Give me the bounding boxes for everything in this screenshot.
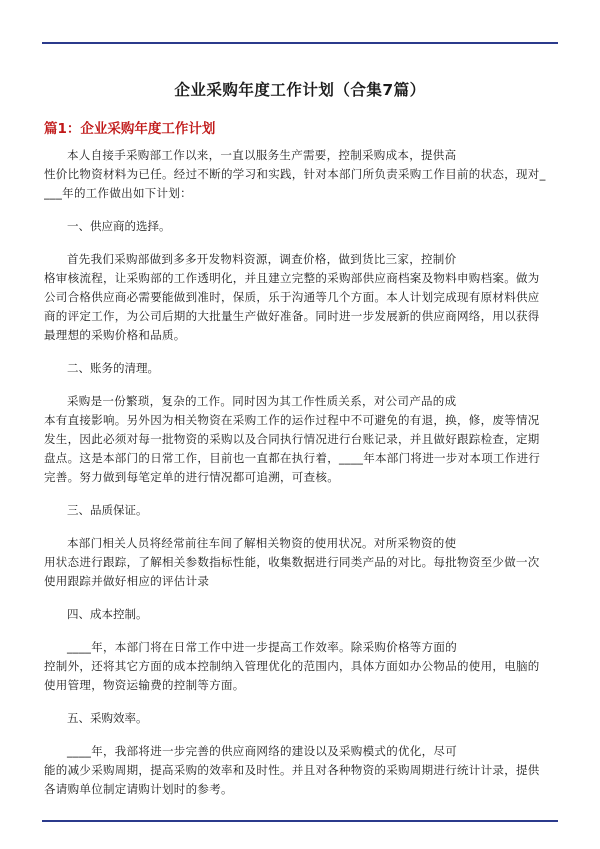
text-line: 采购是一份繁琐，复杂的工作。同时因为其工作性质关系，对公司产品的成 <box>67 394 457 408</box>
text-line: ____年，本部门将在日常工作中进一步提高工作效率。除采购价格等方面的 <box>67 640 457 654</box>
text-line: 性价比物资材料为已任。经过不断的学习和实践，针对本部门所负责采购工作目前的状态，现对_ <box>44 167 546 181</box>
page-title: 企业采购年度工作计划（合集7篇） <box>174 81 426 99</box>
section-paragraph <box>44 392 556 487</box>
text-line: 格审核流程，让采购部的工作透明化，并且建立完整的采购部供应商档案及物料申购档案。做为 <box>44 271 540 285</box>
text-line: 商的评定工作，为公司后期的大批量生产做好准备。同时进一步发展新的供应商网络，用以获得 <box>44 309 540 323</box>
top-rule <box>42 42 558 44</box>
intro-paragraph <box>44 146 556 203</box>
bottom-rule <box>42 820 558 822</box>
section-heading: 三、品质保证。 <box>67 503 148 517</box>
text-line: 盘点。这是本部门的日常工作，目前也一直都在执行着，____年本部门将进一步对本项工作进行 <box>44 451 541 465</box>
section-heading: 四、成本控制。 <box>67 607 148 621</box>
text-line: 首先我们采购部做到多多开发物料资源，调查价格，做到货比三家，控制价 <box>67 252 457 266</box>
section-paragraph <box>44 638 556 695</box>
text-line: 完善。努力做到每笔定单的进行情况都可追溯，可查核。 <box>44 470 339 484</box>
section-heading: 五、采购效率。 <box>67 711 148 725</box>
section-paragraph <box>44 250 556 345</box>
text-line: 控制外，还将其它方面的成本控制纳入管理优化的范围内，具体方面如办公物品的使用，电脑的 <box>44 659 540 673</box>
document-body <box>44 146 556 813</box>
text-line: 使用管理，物资运输费的控制等方面。 <box>44 678 245 692</box>
text-line: 公司合格供应商必需要能做到准时，保质，乐于沟通等几个方面。本人计划完成现有原材料供应 <box>44 290 540 304</box>
section-paragraph <box>44 534 556 591</box>
section-heading: 一、供应商的选择。 <box>67 219 171 233</box>
text-line: ____年，我部将进一步完善的供应商网络的建设以及采购模式的优化，尽可 <box>67 744 457 758</box>
text-line: 使用跟踪并做好相应的评估计录 <box>44 574 210 588</box>
text-line: 用状态进行跟踪，了解相关参数指标性能，收集数据进行同类产品的对比。每批物资至少做一次 <box>44 555 540 569</box>
text-line: 本部门相关人员将经常前往车间了解相关物资的使用状况。对所采物资的使 <box>67 536 457 550</box>
text-line: 发生，因此必须对每一批物资的采购以及合同执行情况进行台账记录，并且做好跟踪检查，定期 <box>44 432 540 446</box>
sections-container <box>44 217 556 799</box>
text-line: 本有直接影响。另外因为相关物资在采购工作的运作过程中不可避免的有退，换，修，废等情况 <box>44 413 540 427</box>
text-line: 本人自接手采购部工作以来，一直以服务生产需要，控制采购成本，提供高 <box>67 148 457 162</box>
section-paragraph <box>44 742 556 799</box>
text-line: 最理想的采购价格和品质。 <box>44 328 186 342</box>
text-line: ___年的工作做出如下计划： <box>44 186 192 200</box>
text-line: 能的减少采购周期，提高采购的效率和及时性。并且对各种物资的采购周期进行统计计录，提供 <box>44 763 540 777</box>
text-line: 各请购单位制定请购计划时的参考。 <box>44 782 233 796</box>
section-heading: 二、账务的清理。 <box>67 361 159 375</box>
article-subtitle: 篇1：企业采购年度工作计划 <box>44 121 216 137</box>
